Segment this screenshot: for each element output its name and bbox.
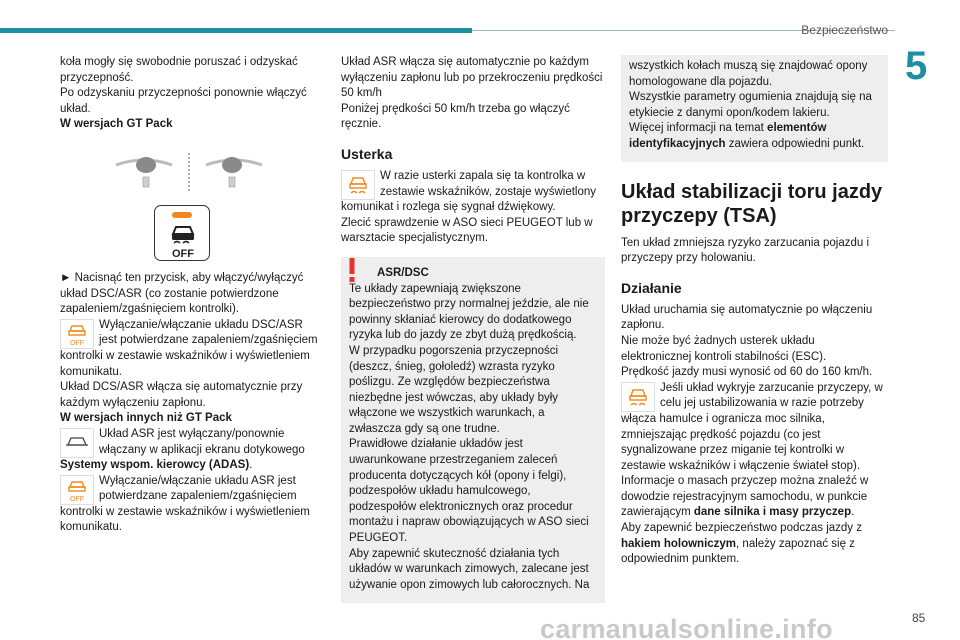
paragraph: Wyłączanie/włączanie układu DSC/ASR jest potwierdzane zapaleniem/zgaśnięciem kontrolki w zestawie wskaźników i wyświetleniem komunikatu. [60,318,318,378]
car-skid-fault-icon [341,170,375,200]
warning-header [349,266,597,282]
column-right [621,55,888,568]
section-heading-operation: Działanie [621,279,682,296]
paragraph [621,521,888,568]
paragraph: ► Nacisnąć ten przycisk, aby włączyć/wyłączyć układ DSC/ASR (co zostanie potwierdzone zapaleniem/zgaśnięciem kontrolki). [60,271,304,316]
paragraph: Wszystkie parametry ogumienia znajdują się na etykiecie z danymi opon/kodem lakieru. [629,91,872,119]
text-run: . [851,506,855,519]
text-run: . [249,459,253,472]
paragraph: Zlecić sprawdzenie w ASO sieci PEUGEOT lub w warsztacie specjalistycznym. [341,216,593,245]
text-run: zawiera odpowiedni punkt. [725,137,865,150]
identification-link-text: elementów identyfikacyjnych [629,122,827,150]
gt-steering-illustrations [60,149,322,197]
chapter-title: Bezpieczeństwo [801,23,888,37]
warning-box [341,257,605,603]
svg-text:OFF: OFF [70,495,84,503]
car-skid-off-icon [60,319,94,349]
text-run: Informacje o masach przyczep można znaleźć w dowodzie rejestracyjnym samochodu, w punkcie zawierającym [621,475,869,519]
paragraph-adas [60,427,322,474]
paragraph [629,121,880,152]
adas-link-text: Systemy wspom. kierowcy (ADAS) [60,459,250,472]
trailer-sway-icon [621,382,655,412]
watermark: carmanualsonline.info [540,614,833,640]
section-heading-fault: Usterka [341,145,393,162]
section-heading-other: W wersjach innych niż GT Pack [60,412,232,425]
towbar-link-text: hakiem holowniczym [621,537,737,550]
paragraph: Ten układ zmniejsza ryzyko zarzucania pojazdu i przyczepy przy holowaniu. [621,236,870,265]
column-middle [341,55,605,603]
text-run: Układ ASR jest wyłączany/ponownie włączany w aplikacji ekranu dotykowego [99,427,305,456]
warning-paragraph: Te układy zapewniają zwiększone bezpieczeństwo przy normalnej jeździe, ale nie powinny skłaniać kierowcy do dodatkowego ryzyka lub do jazdy ze zbyt dużą prędkością. [349,282,589,342]
warning-paragraph: W przypadku pogorszenia przyczepności (deszcz, śnieg, gołoledź) wzrasta ryzyko poślizgu. Ze względów bezpieczeństwa niezbędne jest wówczas, aby układy były włączone we wszystkich warunkach, a zwłaszcza gdy są one trudne. [349,344,559,435]
header-accent-bar [0,28,472,33]
paragraph: Poniżej prędkości 50 km/h trzeba go włączyć ręcznie. [341,102,570,131]
paragraph: Po odzyskaniu przyczepności ponownie włączyć układ. [60,87,307,115]
dsc-off-button [154,205,210,261]
warning-title: ASR/DSC [377,266,429,279]
paragraph: Wyłączanie/włączanie układu ASR jest potwierdzane zapaleniem/zgaśnięciem kontrolki w zestawie wskaźników i wyświetleniem komunikatu. [60,474,310,534]
svg-text:OFF: OFF [70,339,84,347]
warning-paragraph: Prawidłowe działanie układów jest uwarunkowane przestrzeganiem zaleceń producenta dotyczących kół (opony i felgi), podzespołów układu hamulcowego, podzespołów elektronicznych oraz procedur montażu i napraw obowiązujących w ASO sieci PEUGEOT. [349,438,589,545]
paragraph [621,474,888,521]
paragraph: Układ uruchamia się automatycznie po włączeniu zapłonu. [621,303,873,332]
car-outline-icon [60,428,94,458]
text-run: , należy zapoznać się z odpowiednim punktem. [621,537,855,566]
paragraph: Nie może być żadnych usterek układu elektronicznej kontroli stabilności (ESC). [621,334,827,363]
warning-box-continued [621,55,888,162]
engine-mass-link-text: dane silnika i masy przyczep [693,506,852,519]
off-label: OFF [172,247,194,260]
text-run: Aby zapewnić bezpieczeństwo podczas jazdy z [621,522,862,535]
paragraph: Układ DCS/ASR włącza się automatycznie przy każdym wyłączeniu zapłonu. [60,381,303,409]
paragraph: koła mogły się swobodnie poruszać i odzyskać przyczepność. [60,56,298,84]
steering-wheel-icon [114,151,264,193]
section-heading-gt: W wersjach GT Pack [60,118,173,131]
paragraph: W razie usterki zapala się ta kontrolka w zestawie wskaźników, zostaje wyświetlony komunikat i rozlega się sygnał dźwiękowy. [341,169,597,214]
warning-paragraph: Aby zapewnić skuteczność działania tych układów w warunkach zimowych, zalecane jest używanie opon zimowych lub całorocznych. Na [349,547,590,591]
column-left [60,55,322,536]
paragraph: Układ ASR włącza się automatycznie po każdym wyłączeniu zapłonu lub po przekroczeniu prędkości 50 km/h [341,56,603,100]
paragraph: Jeśli układ wykryje zarzucanie przyczepy, w celu jej ustabilizowania w razie potrzeby włącza hamulce i ogranicza moc silnika, zmniejszając prędkość pojazdu (co jest sygnalizowane przez miganie tej kontrolki w zestawie wskaźników i włączenie świateł stop). [621,381,883,472]
chapter-number: 5 [905,44,928,88]
car-skid-off-icon [60,475,94,505]
dsc-off-warning-icon [155,206,211,262]
paragraph: wszystkich kołach muszą się znajdować opony homologowane dla pojazdu. [629,60,868,88]
paragraph: Prędkość jazdy musi wynosić od 60 do 160 km/h. [621,366,873,379]
text-run: Więcej informacji na temat [629,122,768,135]
section-title-tsa: Układ stabilizacji toru jazdy przyczepy (TSA) [621,180,883,227]
page-number: 85 [912,611,926,625]
